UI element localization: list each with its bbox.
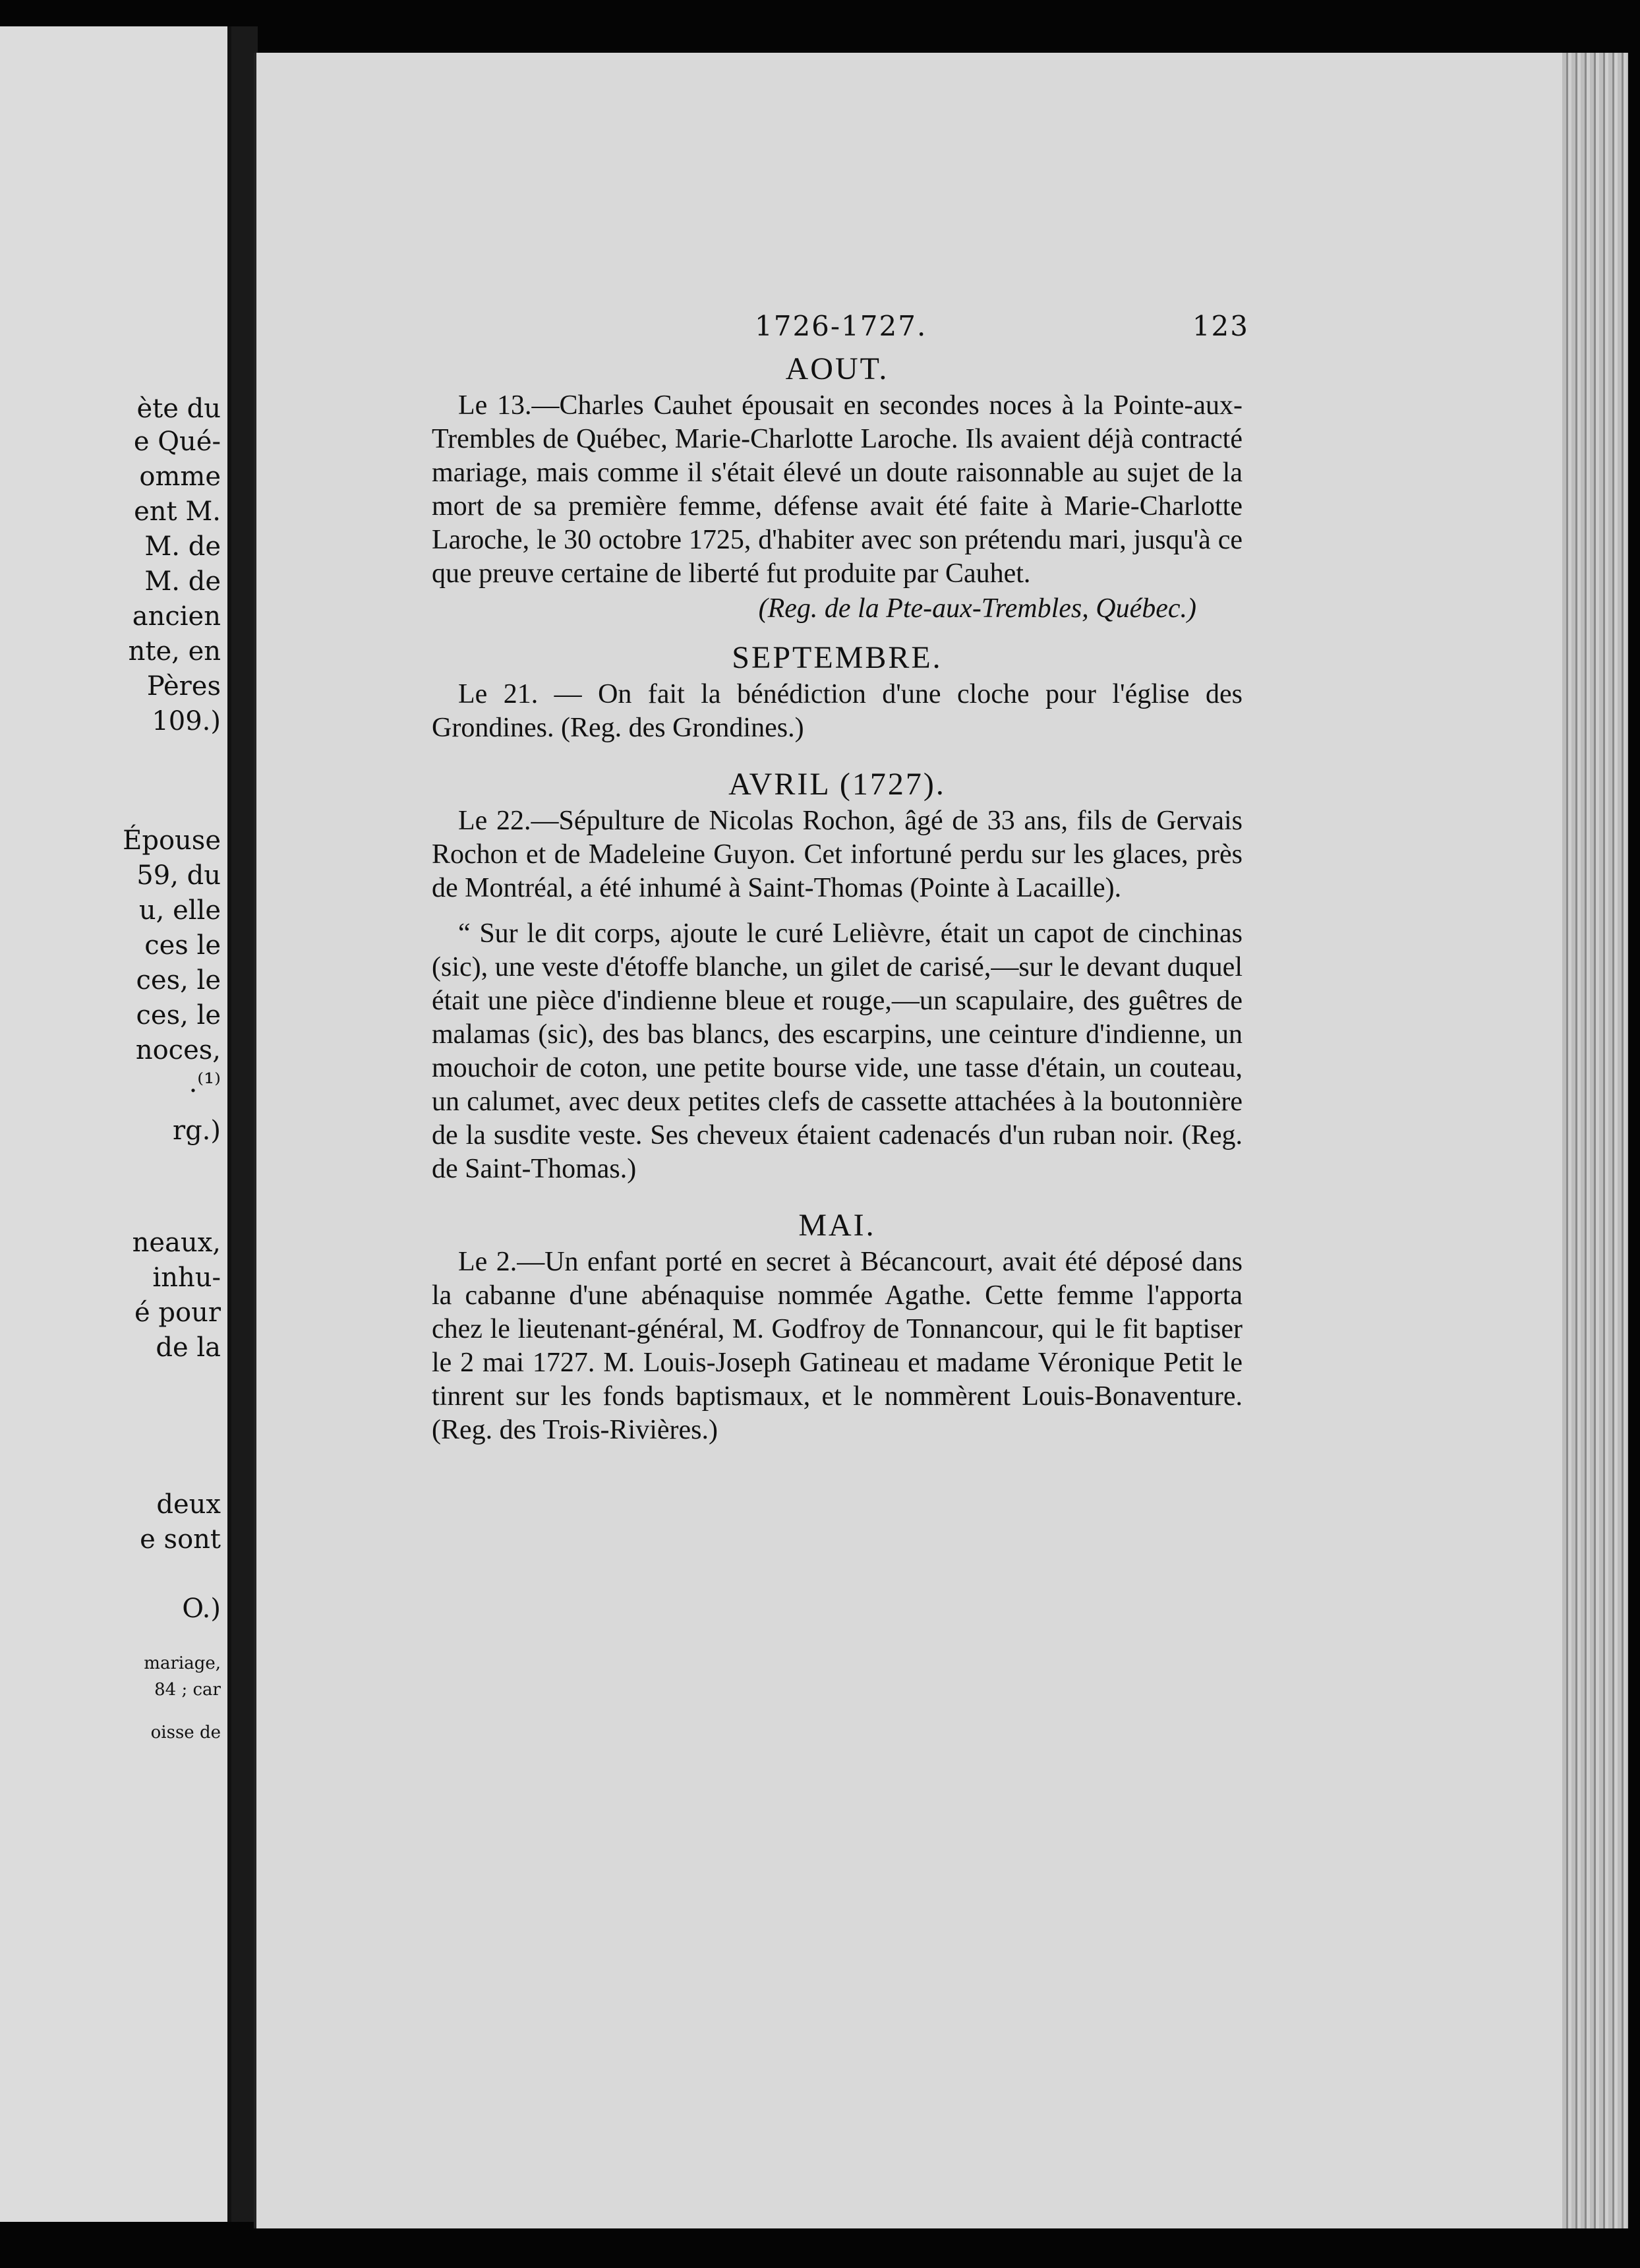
- section-heading-avril: AVRIL (1727).: [728, 767, 946, 802]
- facing-page-fragment: M. de: [144, 566, 221, 597]
- facing-page-fragment: oisse de: [150, 1723, 221, 1743]
- facing-page-fragment: ent M.: [134, 496, 221, 527]
- facing-page-fragment: omme: [139, 462, 221, 492]
- page-edges: [1562, 53, 1628, 2228]
- page-number: 123: [1192, 310, 1249, 342]
- register-reference: (Reg. de la Pte-aux-Trembles, Québec.): [758, 593, 1196, 624]
- facing-page-fragment: é pour: [134, 1298, 221, 1328]
- facing-page-fragment: deux: [156, 1489, 221, 1520]
- facing-page-fragment: noces,: [135, 1035, 221, 1065]
- facing-page-fragment: inhu-: [152, 1263, 221, 1293]
- entry-paragraph: Le 21. — On fait la bénédiction d'une cloche pour l'église des Grondines. (Reg. des Grondines.): [432, 679, 1243, 743]
- facing-page-fragment: ète du: [136, 394, 221, 424]
- facing-page-fragment: rg.): [172, 1116, 221, 1146]
- facing-page-fragment: O.): [182, 1594, 221, 1624]
- facing-page-fragment: ces, le: [136, 1000, 221, 1030]
- running-head-years: 1726-1727.: [755, 310, 927, 342]
- facing-page-fragment: ancien: [132, 601, 221, 632]
- entry-paragraph: Le 2.—Un enfant porté en secret à Bécancourt, avait été déposé dans la cabanne d'une abénaquise nommée Agathe. Cette femme l'apporta chez le lieutenant-général, M. Godfroy de Tonnancour, qui le fit baptiser le 2 mai 1727. M. Louis-Joseph Gatineau et madame Véronique Petit le tinrent sur les fonds baptismaux, et le nommèrent Louis-Bonaventure. (Reg. des Trois-Rivières.): [432, 1247, 1243, 1445]
- facing-page-fragment: 109.): [152, 706, 221, 736]
- facing-page: [0, 26, 231, 2222]
- facing-page-fragment: ces, le: [136, 965, 221, 996]
- facing-page-fragment: 59, du: [136, 860, 221, 891]
- facing-page-fragment: e Qué-: [133, 427, 221, 457]
- page-content: [432, 310, 1249, 1447]
- running-head: [432, 310, 1249, 349]
- facing-page-fragment: de la: [156, 1332, 221, 1363]
- section-heading-septembre: SEPTEMBRE.: [732, 640, 943, 675]
- facing-page-fragment: mariage,: [144, 1654, 221, 1673]
- entry-paragraph: Le 22.—Sépulture de Nicolas Rochon, âgé de 33 ans, fils de Gervais Rochon et de Madeleine Guyon. Cet infortuné perdu sur les glaces, près de Montréal, a été inhumé à Saint-Thomas (Pointe à Lacaille).: [432, 806, 1243, 903]
- facing-page-fragment: Épouse: [123, 825, 221, 856]
- facing-page-fragment: M. de: [144, 531, 221, 562]
- section-heading-mai: MAI.: [798, 1208, 876, 1243]
- facing-page-fragment: ces le: [144, 930, 221, 961]
- entry-paragraph: “ Sur le dit corps, ajoute le curé Lelièvre, était un capot de cinchinas (sic), une veste d'étoffe blanche, un gilet de carisé,—sur le devant duquel était une pièce d'indienne bleue et rouge,—un scapulaire, des guêtres de malamas (sic), des bas blancs, des escarpins, une ceinture d'indienne, un mouchoir de coton, une petite bourse vide, une tasse d'étain, un couteau, un calumet, avec deux petites clefs de cassette attachées à la boutonnière de la susdite veste. Ses cheveux étaient cadenacés d'un ruban noir. (Reg. de Saint-Thomas.): [432, 918, 1243, 1184]
- facing-page-fragment: u, elle: [138, 895, 221, 926]
- entry-paragraph: Le 13.—Charles Cauhet épousait en secondes noces à la Pointe-aux-Trembles de Québec, Marie-Charlotte Laroche. Ils avaient déjà contracté mariage, mais comme il s'était élevé un doute raisonnable au sujet de la mort de sa première femme, défense avait été faite à Marie-Charlotte Laroche, le 30 octobre 1725, d'habiter avec son prétendu mari, jusqu'à ce que preuve certaine de liberté fut produite par Cauhet.: [432, 390, 1243, 589]
- facing-page-fragment: 84 ; car: [154, 1680, 221, 1700]
- facing-page-fragment: Pères: [146, 671, 221, 701]
- facing-page-fragment: nte, en: [128, 636, 221, 667]
- facing-page-fragment: neaux,: [132, 1228, 221, 1258]
- section-heading-aout: AOUT.: [785, 351, 889, 386]
- facing-page-fragment: e sont: [140, 1524, 221, 1555]
- facing-page-fragment: .⁽¹⁾: [189, 1068, 221, 1098]
